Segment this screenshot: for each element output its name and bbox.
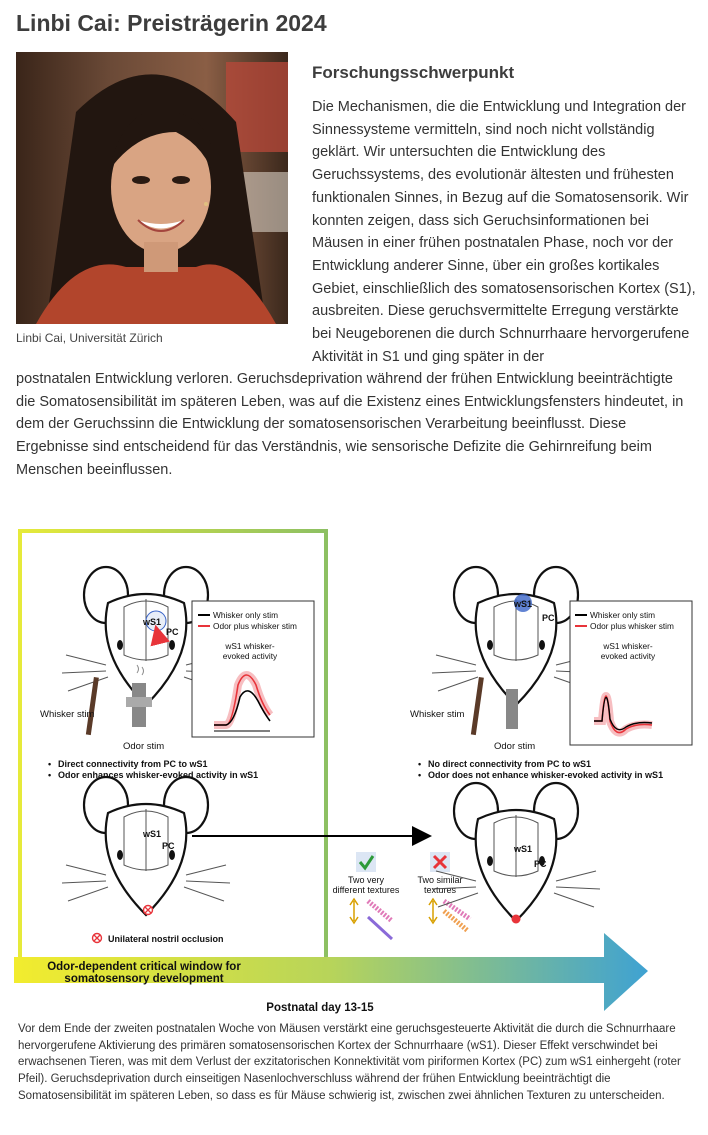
page-title: Linbi Cai: Preisträgerin 2024 — [16, 10, 327, 36]
legend-odor-plus-left: Odor plus whisker stim — [213, 621, 297, 631]
occlusion-label: Unilateral nostril occlusion — [108, 934, 224, 944]
legend-whisker-only-right: Whisker only stim — [590, 610, 656, 620]
research-figure — [0, 525, 708, 1020]
whisker-stim-probe-left — [86, 677, 99, 735]
activity-title-line2-left: evoked activity — [222, 651, 278, 661]
legend-whisker-only-left: Whisker only stim — [213, 610, 279, 620]
texture-diff-line2: different textures — [332, 885, 400, 895]
left-bullet-1: Direct connectivity from PC to wS1 — [58, 759, 208, 769]
svg-text:•: • — [48, 759, 52, 769]
mouse-occluded-illustration — [62, 777, 230, 915]
svg-text:•: • — [48, 770, 52, 780]
svg-text:•: • — [418, 759, 422, 769]
activity-title-line1-right: wS1 whisker- — [603, 641, 653, 651]
right-bullet-2: Odor does not enhance whisker-evoked activity in wS1 — [428, 770, 664, 780]
postnatal-day-label: Postnatal day 13-15 — [266, 1002, 374, 1014]
texture-sim-line1: Two similar — [417, 875, 463, 885]
activity-title-line2-right: evoked activity — [600, 651, 656, 661]
label-whisker-stim-right: Whisker stim — [410, 709, 465, 720]
figure-caption: Vor dem Ende der zweiten postnatalen Woche von Mäusen verstärkt eine geruchsgesteuerte Aktivität die durch die Schnurrhaare hervorgerufene Aktivierung des primären somatosensorischen Kortex der Schnurrhaare (wS1). Dieser Effekt verschwindet bei erwachsenen Tieren, was mit dem Verlust der exzitatorischen Konnektivität vom piriformen Kortex (PC) zum wS1 einhergeht (roter Pfeil). Geruchsdeprivation durch einseitigen Nasenlochverschluss während der frühen Entwicklung beeinträchtigt die Somatosensibilität im späteren Leben, so dass es für Mäuse schwierig ist, zwischen zwei ähnlichen Texturen zu unterscheiden. — [18, 1023, 681, 1102]
svg-text:•: • — [418, 770, 422, 780]
body-paragraph-part2: postnatalen Entwicklung verloren. Geruchsdeprivation während der frühen Entwicklung beeinträchtigte die Somatosensibilität im späteren Leben, was auf die Existenz eines Entwicklungsfensters hindeutet, in dem der Geruchssinn die Entwicklung der somatosensorischen Verarbeitung beeinflusst. Diese Ergebnisse sind entscheidend für das Verständnis, wie sensorische Defizite die Gehirnreifung beim Menschen beeinflussen. — [16, 371, 684, 478]
portrait-photo — [16, 52, 288, 324]
section-heading: Forschungsschwerpunkt — [312, 63, 515, 82]
label-ws1-bottom-left: wS1 — [143, 829, 162, 839]
label-pc-bottom-right: PC — [534, 859, 547, 869]
label-ws1-bottom-right: wS1 — [514, 844, 533, 854]
activity-title-line1-left: wS1 whisker- — [225, 641, 275, 651]
label-pc-bottom-left: PC — [162, 841, 175, 851]
label-odor-stim-right: Odor stim — [494, 741, 536, 752]
legend-odor-plus-right: Odor plus whisker stim — [590, 621, 674, 631]
texture-sim-line2: textures — [423, 885, 457, 895]
window-label-line2: somatosensory development — [64, 973, 224, 985]
photo-caption: Linbi Cai, Universität Zürich — [16, 331, 163, 345]
window-label-line1: Odor-dependent critical window for — [47, 961, 241, 973]
left-bullet-2: Odor enhances whisker-evoked activity in wS1 — [58, 770, 259, 780]
texture-diff-line1: Two very — [347, 875, 385, 885]
right-bullet-1: No direct connectivity from PC to wS1 — [428, 759, 592, 769]
label-whisker-stim-left: Whisker stim — [40, 709, 95, 720]
label-ws1-top-right: wS1 — [514, 599, 533, 609]
label-ws1-top-left: wS1 — [143, 617, 162, 627]
label-odor-stim-left: Odor stim — [123, 741, 165, 752]
body-paragraph-part1: Die Mechanismen, die die Entwicklung und Integration der Sinnessysteme vermitteln, sind noch nicht vollständig geklärt. Wir untersuchten die Entwicklung des Geruchssystems, des evolutionär ältesten und frühesten funktionalen Sinnes, in Bezug auf die Somatosensorik. Wir konnten zeigen, dass sich Geruchsinformationen bei Mäusen in einer frühen postnatalen Phase, noch vor der Entwicklung anderer Sinne, über ein großes kortikales Gebiet, einschließlich des somatosensorischen Kortex (S1), ausbreiten. Diese geruchsvermittelte Erregung verstärkte bei Neugeborenen die durch Schnurrhaare hervorgerufene Aktivität in S1 und ging später in der — [312, 99, 696, 365]
label-pc-top-left: PC — [166, 627, 179, 637]
label-pc-top-right: PC — [542, 613, 555, 623]
